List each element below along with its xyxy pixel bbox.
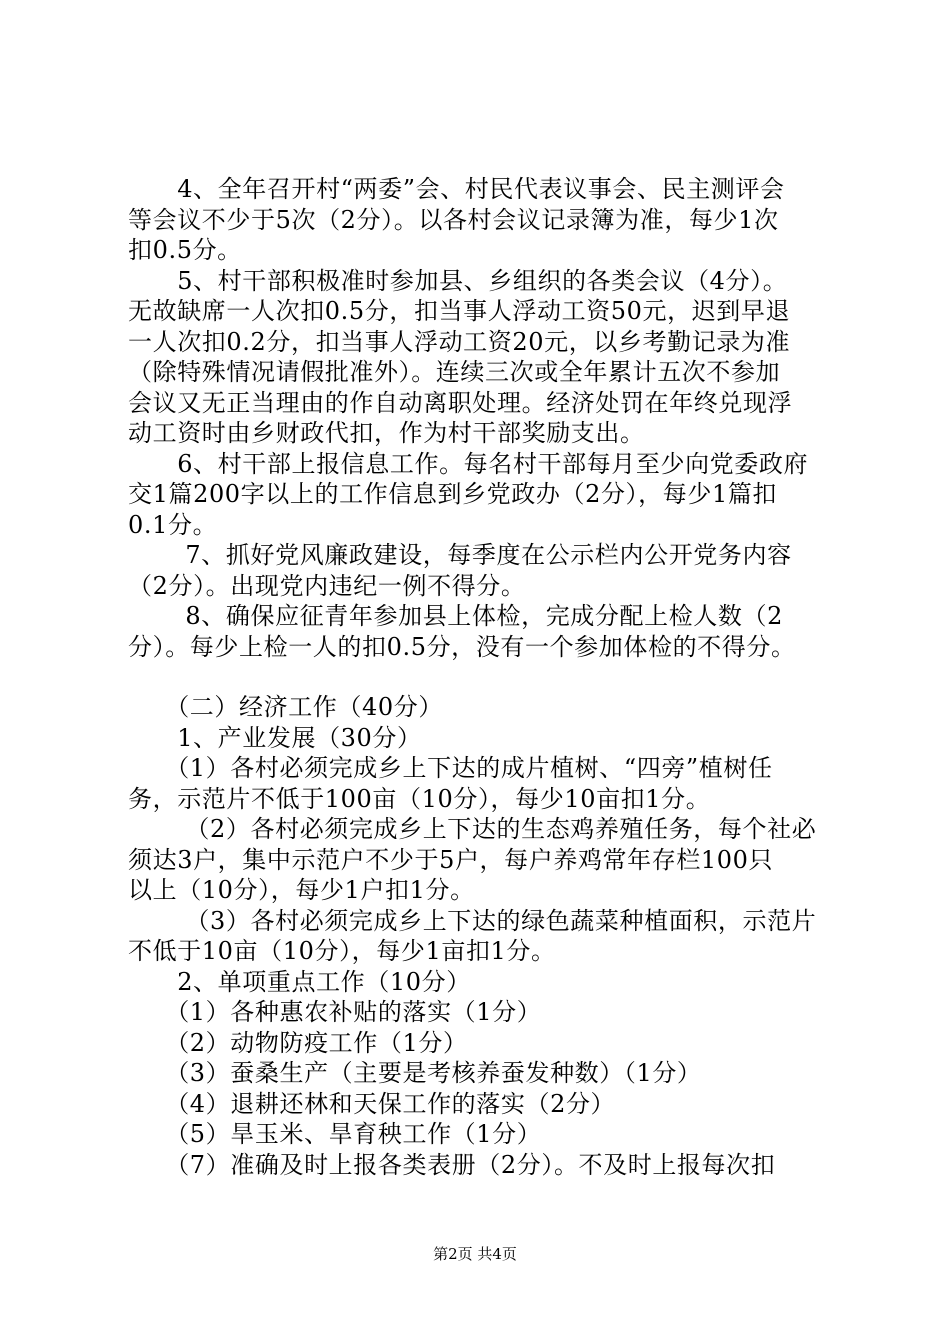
text-line: 分）。每少上检一人的扣0.5分，没有一个参加体检的不得分。 (128, 632, 796, 661)
text-line: 无故缺席一人次扣0.5分，扣当事人浮动工资50元，迟到早退 (128, 297, 791, 325)
text-line: 须达3户，集中示范户不少于5户，每户养鸡常年存栏100只 (128, 845, 774, 874)
text-line: 务，示范片不低于100亩（10分），每少10亩扣1分。 (128, 784, 711, 813)
text-line: 5、村干部积极准时参加县、乡组织的各类会议（4分）。 (128, 266, 788, 295)
text-line: 7、抓好党风廉政建设，每季度在公示栏内公开党务内容 (128, 541, 792, 569)
text-line: （2）各村必须完成乡上下达的生态鸡养殖任务，每个社必 (128, 815, 817, 843)
text-line: 扣0.5分。 (128, 236, 242, 264)
text-line: 以上（10分），每少1户扣1分。 (128, 876, 475, 904)
blank-line (128, 662, 836, 692)
subsection-heading: 2、单项重点工作（10分） (128, 967, 471, 996)
list-item: （5）旱玉米、旱育秧工作（1分） (128, 1120, 542, 1148)
text-line: （除特殊情况请假批准外）。连续三次或全年累计五次不参加 (128, 358, 781, 386)
text-line: 动工资时由乡财政代扣，作为村干部奖励支出。 (128, 419, 645, 447)
text-line: （1）各村必须完成乡上下达的成片植树、“四旁”植树任 (128, 754, 773, 782)
list-item: （7）准确及时上报各类表册（2分）。不及时上报每次扣 (128, 1150, 776, 1179)
list-item: （1）各种惠农补贴的落实（1分） (128, 998, 542, 1026)
text-line: 不低于10亩（10分），每少1亩扣1分。 (128, 937, 556, 965)
text-line: 0.1分。 (128, 510, 218, 539)
page-number-footer: 第2页 共4页 (433, 1245, 517, 1263)
list-item: （2）动物防疫工作（1分） (128, 1028, 468, 1057)
section-heading: （二）经济工作（40分） (128, 693, 443, 721)
text-line: 8、确保应征青年参加县上体检，完成分配上检人数（2 (128, 602, 783, 630)
list-item: （4）退耕还林和天保工作的落实（2分） (128, 1089, 616, 1118)
text-line: 会议又无正当理由的作自动离职处理。经济处罚在年终兑现浮 (128, 388, 793, 417)
text-line: 等会议不少于5次（2分）。以各村会议记录簿为准，每少1次 (128, 205, 779, 234)
text-line: （2分）。出现党内违纪一例不得分。 (128, 571, 526, 600)
text-line: 4、全年召开村“两委”会、村民代表议事会、民主测评会 (128, 175, 785, 203)
subsection-heading: 1、产业发展（30分） (128, 723, 422, 752)
text-line: 交1篇200字以上的工作信息到乡党政办（2分），每少1篇扣 (128, 480, 778, 508)
list-item: （3）蚕桑生产（主要是考核养蚕发种数）（1分） (128, 1059, 702, 1087)
text-line: （3）各村必须完成乡上下达的绿色蔬菜种植面积，示范片 (128, 906, 817, 935)
document-body (128, 174, 836, 1180)
text-line: 一人次扣0.2分，扣当事人浮动工资20元，以乡考勤记录为准 (128, 327, 791, 356)
text-line: 6、村干部上报信息工作。每名村干部每月至少向党委政府 (128, 449, 809, 478)
